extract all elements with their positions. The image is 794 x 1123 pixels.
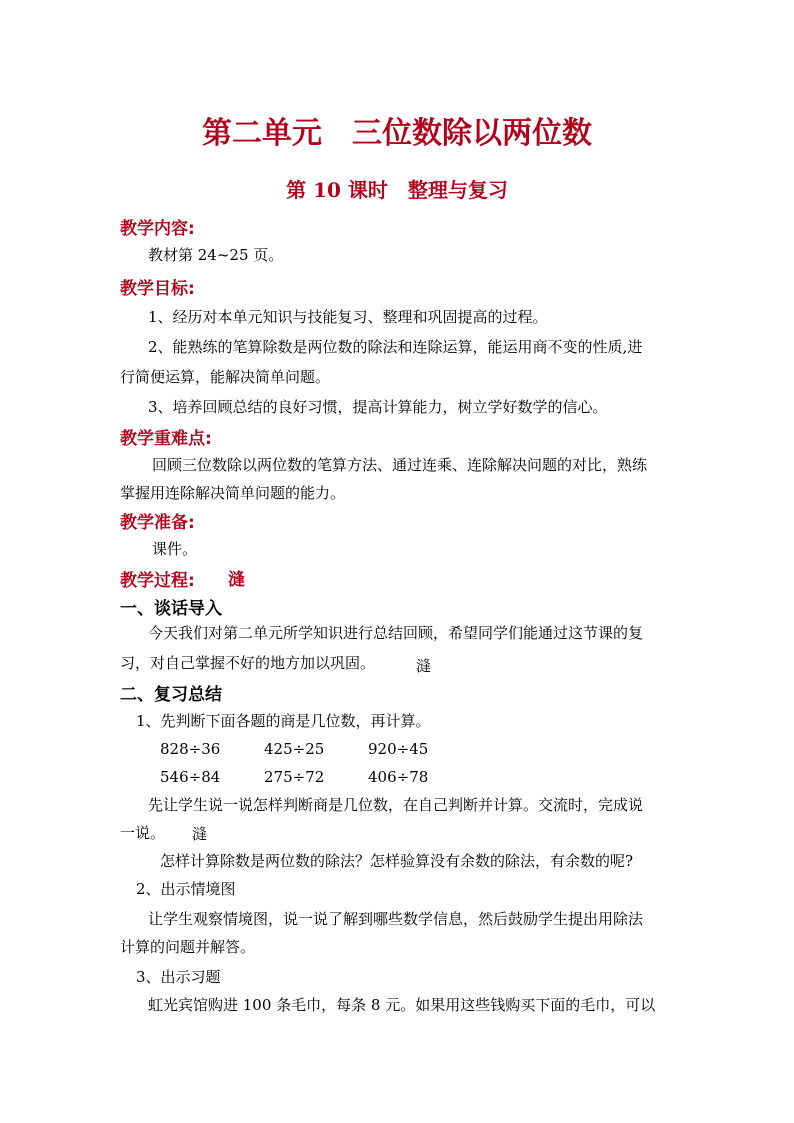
part1-line: 习，对自己掌握不好的地方加以巩固。 xyxy=(120,654,376,672)
content-text: 教材第 24~25 页。 xyxy=(148,246,284,264)
question-1: 1、先判断下面各题的商是几位数，再计算。 xyxy=(136,712,431,730)
prep-heading: 教学准备: xyxy=(120,513,195,533)
exercise: 425÷25 xyxy=(264,740,325,758)
process-mark: 漨 xyxy=(228,570,245,590)
goal-item: 行简便运算，能解决简单问题。 xyxy=(120,368,331,386)
part1-heading: 一、谈话导入 xyxy=(120,599,222,619)
goal-item: 1、经历对本单元知识与技能复习、整理和巩固提高的过程。 xyxy=(148,308,548,326)
part2-paragraph: 一说。 xyxy=(120,824,166,842)
key-points-line: 回顾三位数除以两位数的笔算方法、通过连乘、连除解决问题的对比，熟练 xyxy=(152,456,648,474)
key-points-heading: 教学重难点: xyxy=(120,429,212,449)
content-heading: 教学内容: xyxy=(120,219,195,239)
exercise: 275÷72 xyxy=(264,768,325,786)
exercise: 546÷84 xyxy=(160,768,221,786)
exercise: 920÷45 xyxy=(368,740,429,758)
goal-item: 3、培养回顾总结的良好习惯，提高计算能力，树立学好数学的信心。 xyxy=(148,398,608,416)
page-title: 第二单元 三位数除以两位数 xyxy=(202,116,592,151)
part2-heading: 二、复习总结 xyxy=(120,685,222,705)
goal-item: 2、能熟练的笔算除数是两位数的除法和连除运算，能运用商不变的性质,进 xyxy=(148,338,643,356)
question-3: 3、出示习题 xyxy=(136,968,221,986)
part1-mark: 漨 xyxy=(416,657,432,675)
goals-heading: 教学目标: xyxy=(120,279,195,299)
lesson-subtitle: 第 10 课时 整理与复习 xyxy=(286,178,508,202)
prep-text: 课件。 xyxy=(152,540,198,558)
process-heading: 教学过程: xyxy=(120,571,195,591)
part2-paragraph: 让学生观察情境图，说一说了解到哪些数学信息，然后鼓励学生提出用除法 xyxy=(148,910,644,928)
part2-paragraph: 计算的问题并解答。 xyxy=(120,938,256,956)
part2-paragraph: 虹光宾馆购进 100 条毛巾，每条 8 元。如果用这些钱购买下面的毛巾，可以 xyxy=(148,996,656,1014)
part2-mark: 漨 xyxy=(192,825,208,843)
part2-paragraph: 先让学生说一说怎样判断商是几位数，在自己判断并计算。交流时，完成说 xyxy=(148,796,644,814)
question-2: 2、出示情境图 xyxy=(136,880,236,898)
part1-line: 今天我们对第二单元所学知识进行总结回顾，希望同学们能通过这节课的复 xyxy=(148,624,644,642)
exercise: 828÷36 xyxy=(160,740,221,758)
exercise: 406÷78 xyxy=(368,768,429,786)
key-points-line: 掌握用连除解决简单问题的能力。 xyxy=(120,484,346,502)
part2-paragraph: 怎样计算除数是两位数的除法？怎样验算没有余数的除法，有余数的呢? xyxy=(160,852,634,870)
